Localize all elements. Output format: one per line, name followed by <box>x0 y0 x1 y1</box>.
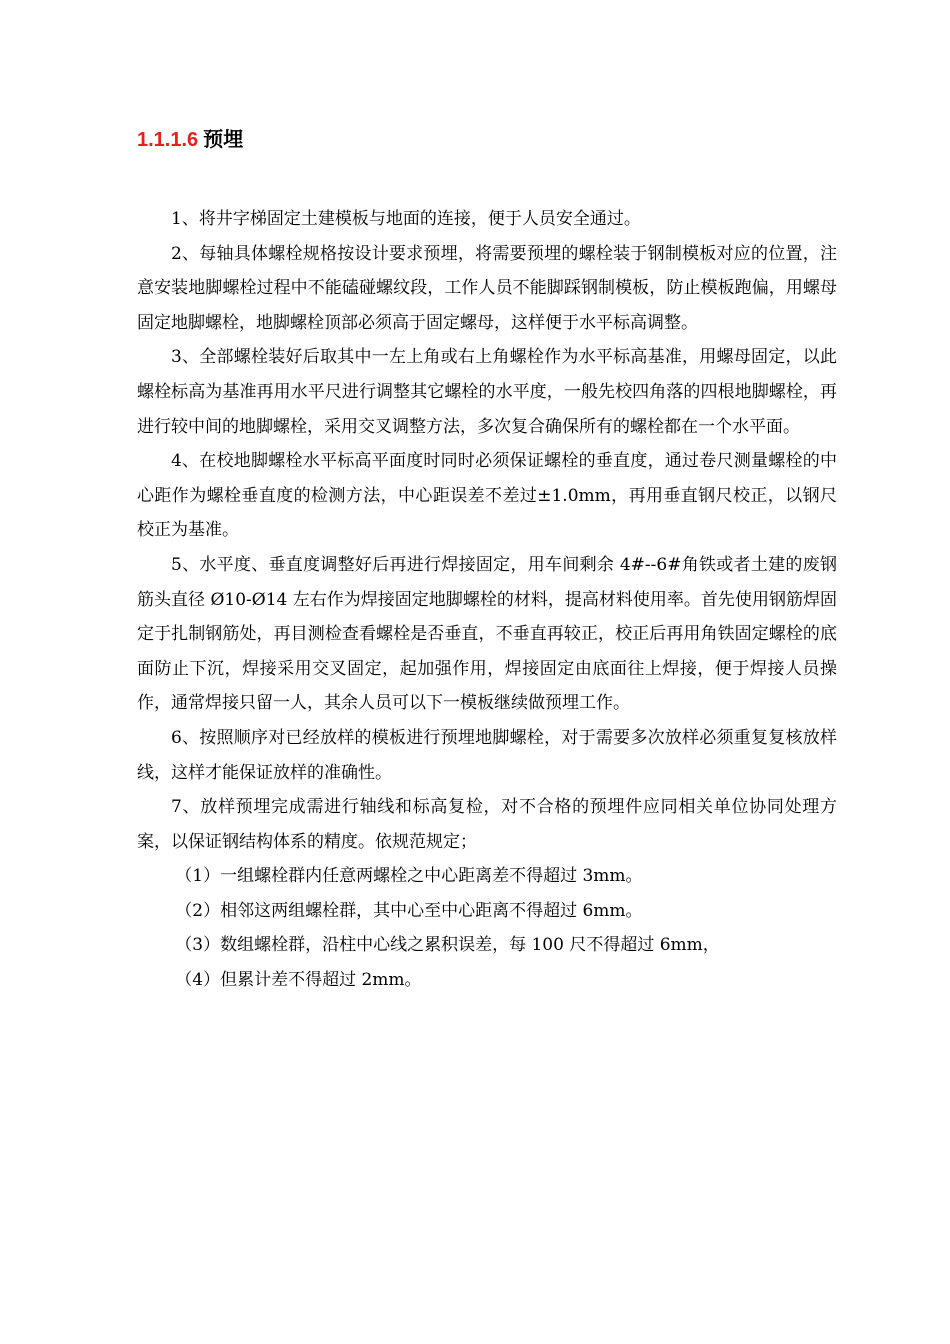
paragraph-7: 7、放样预埋完成需进行轴线和标高复检，对不合格的预埋件应同相关单位协同处理方案，以保证钢结构体系的精度。依规范规定； <box>137 797 837 852</box>
paragraph-5: 5、水平度、垂直度调整好后再进行焊接固定，用车间剩余 4#--6#角铁或者土建的废钢筋头直径 Ø10-Ø14 左右作为焊接固定地脚螺栓的材料，提高材料使用率。首先使用钢筋焊固定于扎制钢筋处，再目测检查看螺栓是否垂直，不垂直再较正，校正后再用角铁固定螺栓的底面防止下沉，焊接采用交叉固定，起加强作用，焊接固定由底面往上焊接，便于焊接人员操作，通常焊接只留一人，其余人员可以下一模板继续做预埋工作。 <box>137 554 837 714</box>
section-heading <box>137 126 243 154</box>
list-item-4: （4）但累计差不得超过 2mm。 <box>175 970 422 991</box>
list-item-1: （1）一组螺栓群内任意两螺栓之中心距离差不得超过 3mm。 <box>175 866 643 887</box>
paragraph-6: 6、按照顺序对已经放样的模板进行预埋地脚螺栓，对于需要多次放样必须重复复核放样线，这样才能保证放样的准确性。 <box>137 727 837 783</box>
paragraph-2: 2、每轴具体螺栓规格按设计要求预埋，将需要预埋的螺栓装于钢制模板对应的位置，注意安装地脚螺栓过程中不能磕碰螺纹段，工作人员不能脚踩钢制模板，防止模板跑偏，用螺母固定地脚螺栓，地脚螺栓顶部必须高于固定螺母，这样便于水平标高调整。 <box>137 243 837 333</box>
section-number: 1.1.1.6 <box>137 129 199 151</box>
paragraph-3: 3、全部螺栓装好后取其中一左上角或右上角螺栓作为水平标高基准，用螺母固定，以此螺栓标高为基准再用水平尺进行调整其它螺栓的水平度，一般先校四角落的四根地脚螺栓，再进行较中间的地脚螺栓，采用交叉调整方法，多次复合确保所有的螺栓都在一个水平面。 <box>137 347 837 437</box>
paragraph-4: 4、在校地脚螺栓水平标高平面度时同时必须保证螺栓的垂直度，通过卷尺测量螺栓的中心距作为螺栓垂直度的检测方法，中心距误差不差过±1.0mm，再用垂直钢尺校正，以钢尺校正为基准。 <box>137 451 837 541</box>
section-body <box>137 202 837 998</box>
paragraph-1: 1、将井字梯固定土建模板与地面的连接，便于人员安全通过。 <box>171 209 641 229</box>
section-title: 预埋 <box>203 129 244 151</box>
list-item-2: （2）相邻这两组螺栓群，其中心至中心距离不得超过 6mm。 <box>175 900 643 921</box>
list-item-3: （3）数组螺栓群，沿柱中心线之累积误差，每 100 尺不得超过 6mm， <box>175 935 720 956</box>
